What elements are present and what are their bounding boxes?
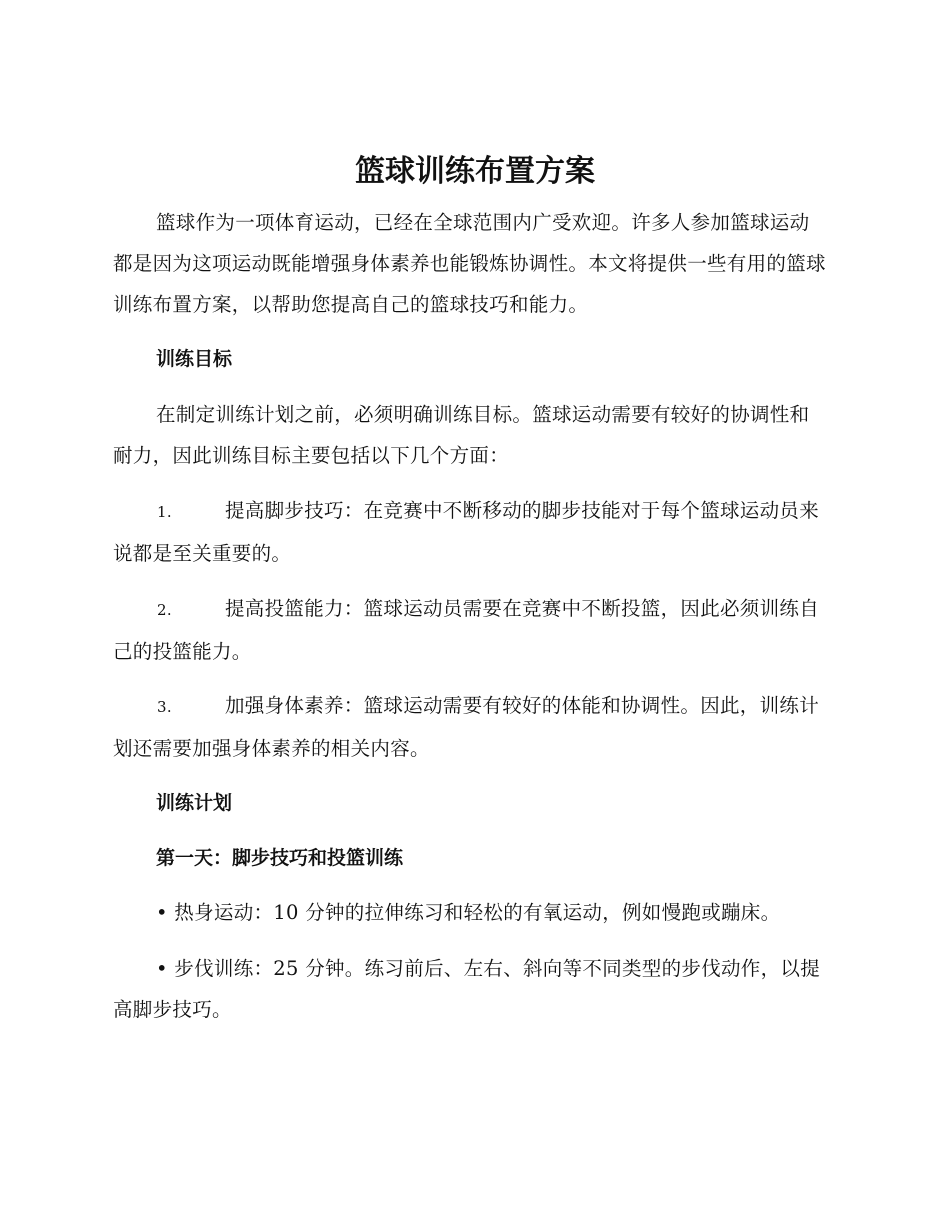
plan-bullet: • 热身运动：10 分钟的拉伸练习和轻松的有氧运动，例如慢跑或蹦床。	[156, 901, 781, 924]
goal-list-item	[113, 588, 829, 672]
list-number: 2.	[157, 601, 172, 619]
list-item-text: 提高投篮能力：篮球运动员需要在竞赛中不断投篮，因此必须训练自己的投篮能力。	[113, 597, 820, 663]
goals-heading: 训练目标	[156, 348, 233, 370]
goal-list-item	[113, 685, 829, 769]
plan-bullet: • 步伐训练：25 分钟。练习前后、左右、斜向等不同类型的步伐动作，以提高脚步技巧。	[113, 957, 821, 1021]
list-item-text: 提高脚步技巧：在竞赛中不断移动的脚步技能对于每个篮球运动员来说都是至关重要的。	[113, 499, 820, 565]
list-number: 3.	[157, 698, 172, 716]
document-title: 篮球训练布置方案	[355, 154, 595, 189]
goal-list-item	[113, 490, 829, 574]
day1-heading: 第一天：脚步技巧和投篮训练	[156, 847, 404, 869]
goals-paragraph: 在制定训练计划之前，必须明确训练目标。篮球运动需要有较好的协调性和耐力，因此训练目标主要包括以下几个方面：	[113, 403, 810, 467]
list-number: 1.	[157, 503, 172, 521]
plan-heading: 训练计划	[156, 792, 233, 814]
list-item-text: 加强身体素养：篮球运动需要有较好的体能和协调性。因此，训练计划还需要加强身体素养的相关内容。	[113, 694, 820, 760]
intro-paragraph: 篮球作为一项体育运动，已经在全球范围内广受欢迎。许多人参加篮球运动都是因为这项运动既能增强身体素养也能锻炼协调性。本文将提供一些有用的篮球训练布置方案，以帮助您提高自己的篮球技巧和能力。	[113, 211, 826, 316]
